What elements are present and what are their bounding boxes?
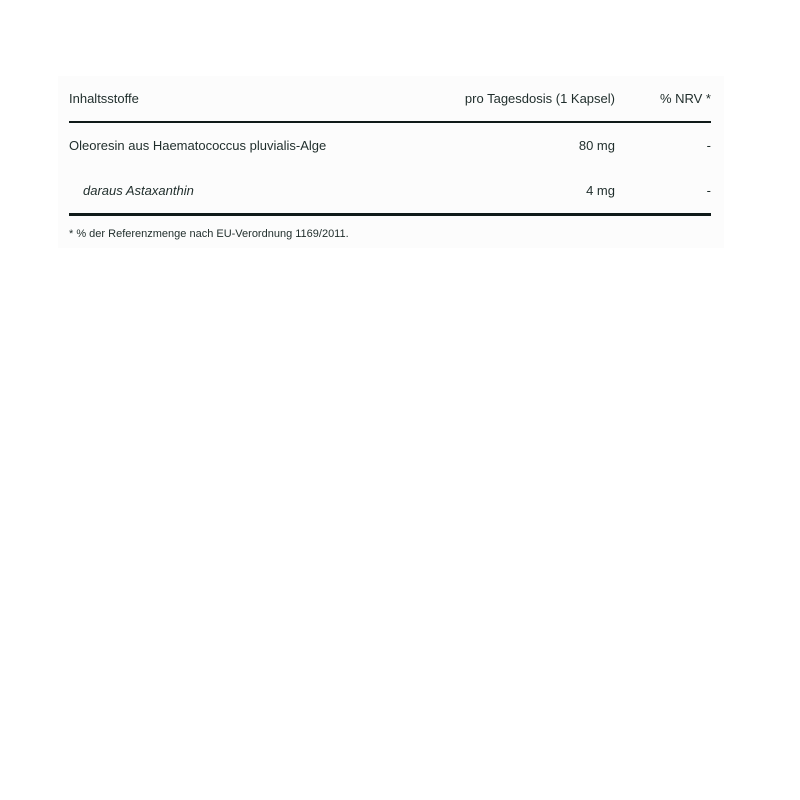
header-nrv: % NRV * xyxy=(659,91,711,106)
daily-dose-cell: 4 mg xyxy=(586,182,615,198)
table-row xyxy=(69,167,711,216)
daily-dose-cell: 80 mg xyxy=(578,137,615,153)
nrv-cell: - xyxy=(706,182,711,198)
ingredient-cell: daraus Astaxanthin xyxy=(83,182,194,198)
header-ingredient: Inhaltsstoffe xyxy=(69,91,139,106)
nutrition-table xyxy=(69,76,711,216)
table-header-row xyxy=(69,76,711,123)
nrv-cell: - xyxy=(706,137,711,153)
footnote: * % der Referenzmenge nach EU-Verordnung 1169/2011. xyxy=(69,228,349,240)
header-daily-dose: pro Tagesdosis (1 Kapsel) xyxy=(464,91,615,106)
table-row xyxy=(69,123,711,167)
ingredient-cell: Oleoresin aus Haematococcus pluvialis-Alge xyxy=(69,137,327,153)
